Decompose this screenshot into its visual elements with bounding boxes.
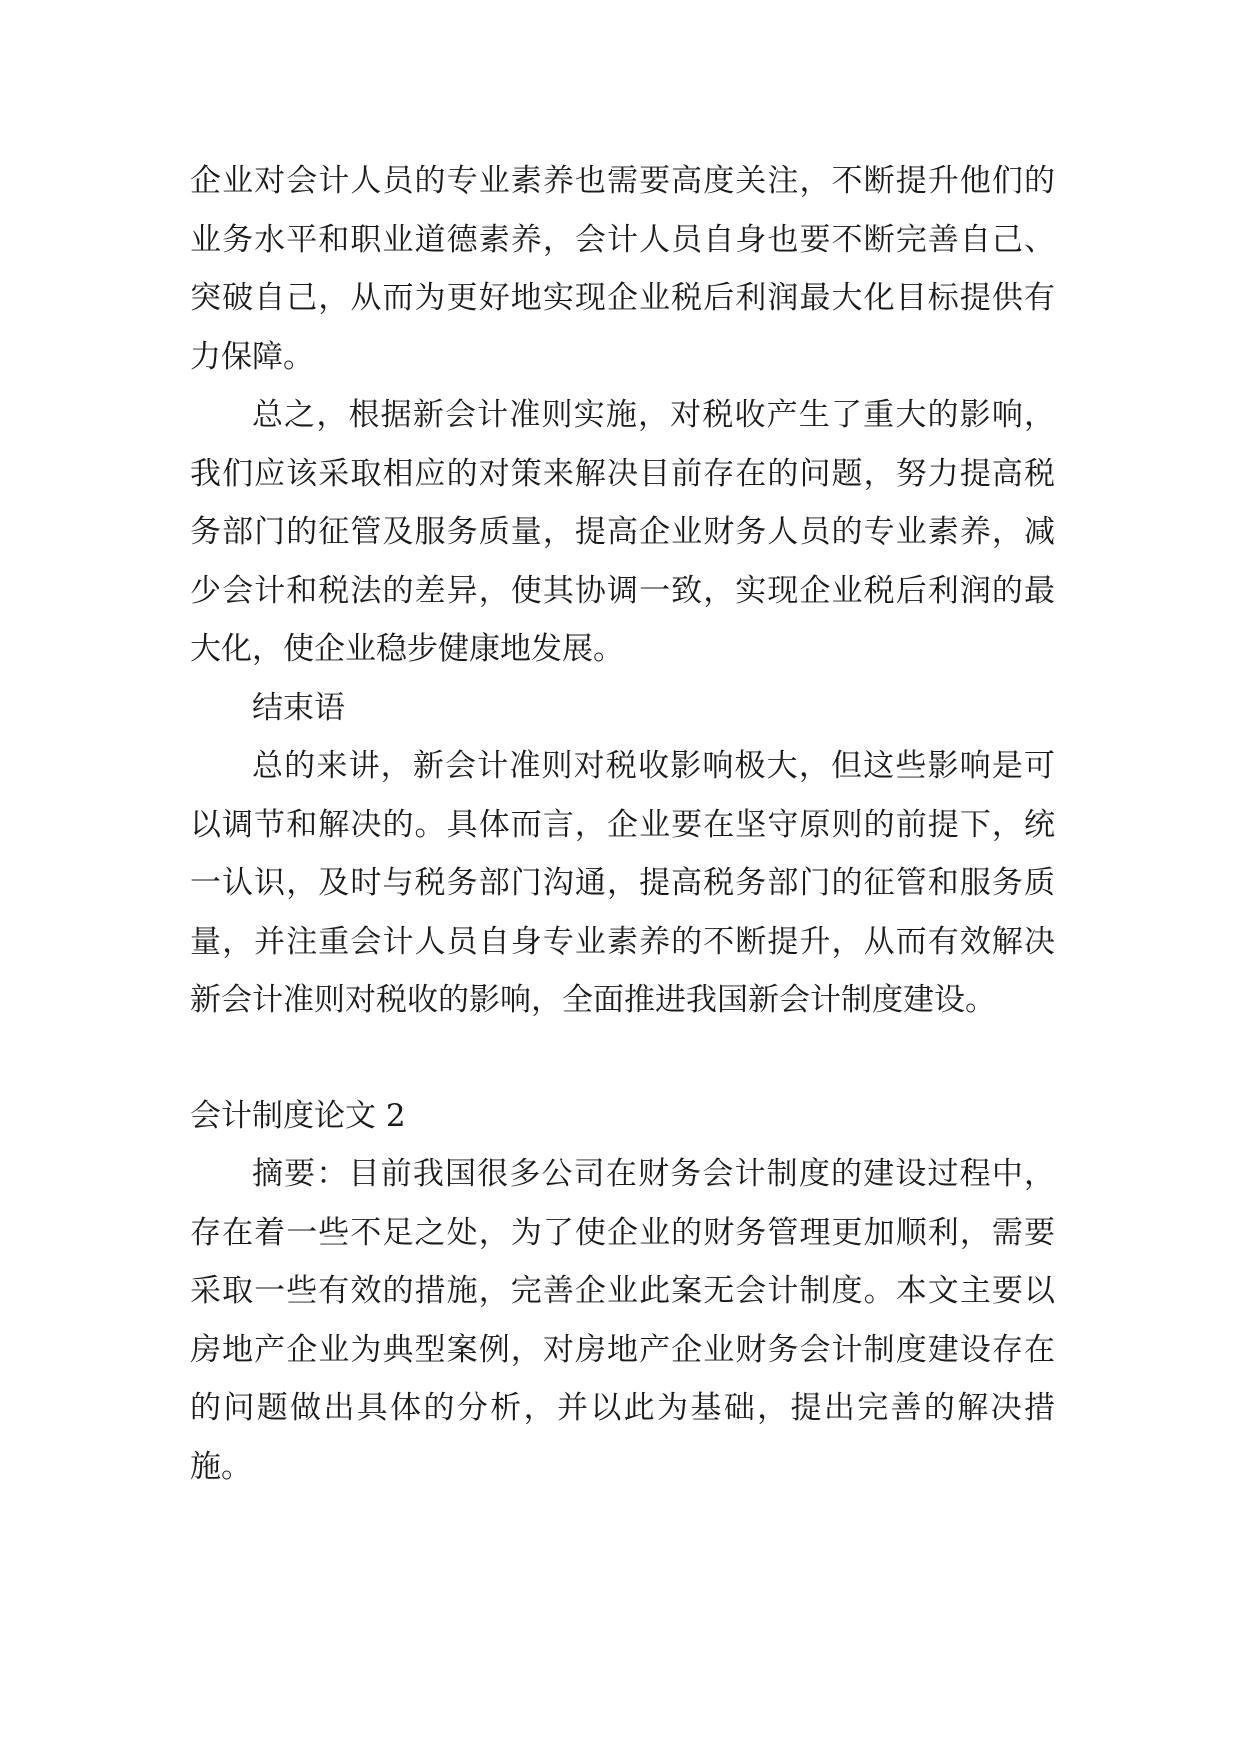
conclusion-heading: 结束语 (252, 689, 345, 726)
abstract-paragraph: 摘要：目前我国很多公司在财务会计制度的建设过程中，存在着一些不足之处，为了使企业的财务管理更加顺利，需要采取一些有效的措施，完善企业此案无会计制度。本文主要以房地产企业为典型案例，对房地产企业财务会计制度建设存在的问题做出具体的分析，并以此为基础，提出完善的解决措施。 (190, 1156, 1055, 1485)
document-body (190, 152, 1055, 1496)
paragraph-accountant-quality: 企业对会计人员的专业素养也需要高度关注，不断提升他们的业务水平和职业道德素养，会计人员自身也要不断完善自己、突破自己，从而为更好地实现企业税后利润最大化目标提供有力保障。 (190, 163, 1055, 375)
conclusion-paragraph: 总的来讲，新会计准则对税收影响极大，但这些影响是可以调节和解决的。具体而言，企业要在坚守原则的前提下，统一认识，及时与税务部门沟通，提高税务部门的征管和服务质量，并注重会计人员自身专业素养的不断提升，从而有效解决新会计准则对税收的影响，全面推进我国新会计制度建设。 (190, 748, 1055, 1018)
paragraph-summary: 总之，根据新会计准则实施，对税收产生了重大的影响，我们应该采取相应的对策来解决目前存在的问题，努力提高税务部门的征管及服务质量，提高企业财务人员的专业素养，减少会计和税法的差异，使其协调一致，实现企业税后利润的最大化，使企业稳步健康地发展。 (190, 397, 1055, 667)
section-title: 会计制度论文 2 (190, 1097, 406, 1134)
